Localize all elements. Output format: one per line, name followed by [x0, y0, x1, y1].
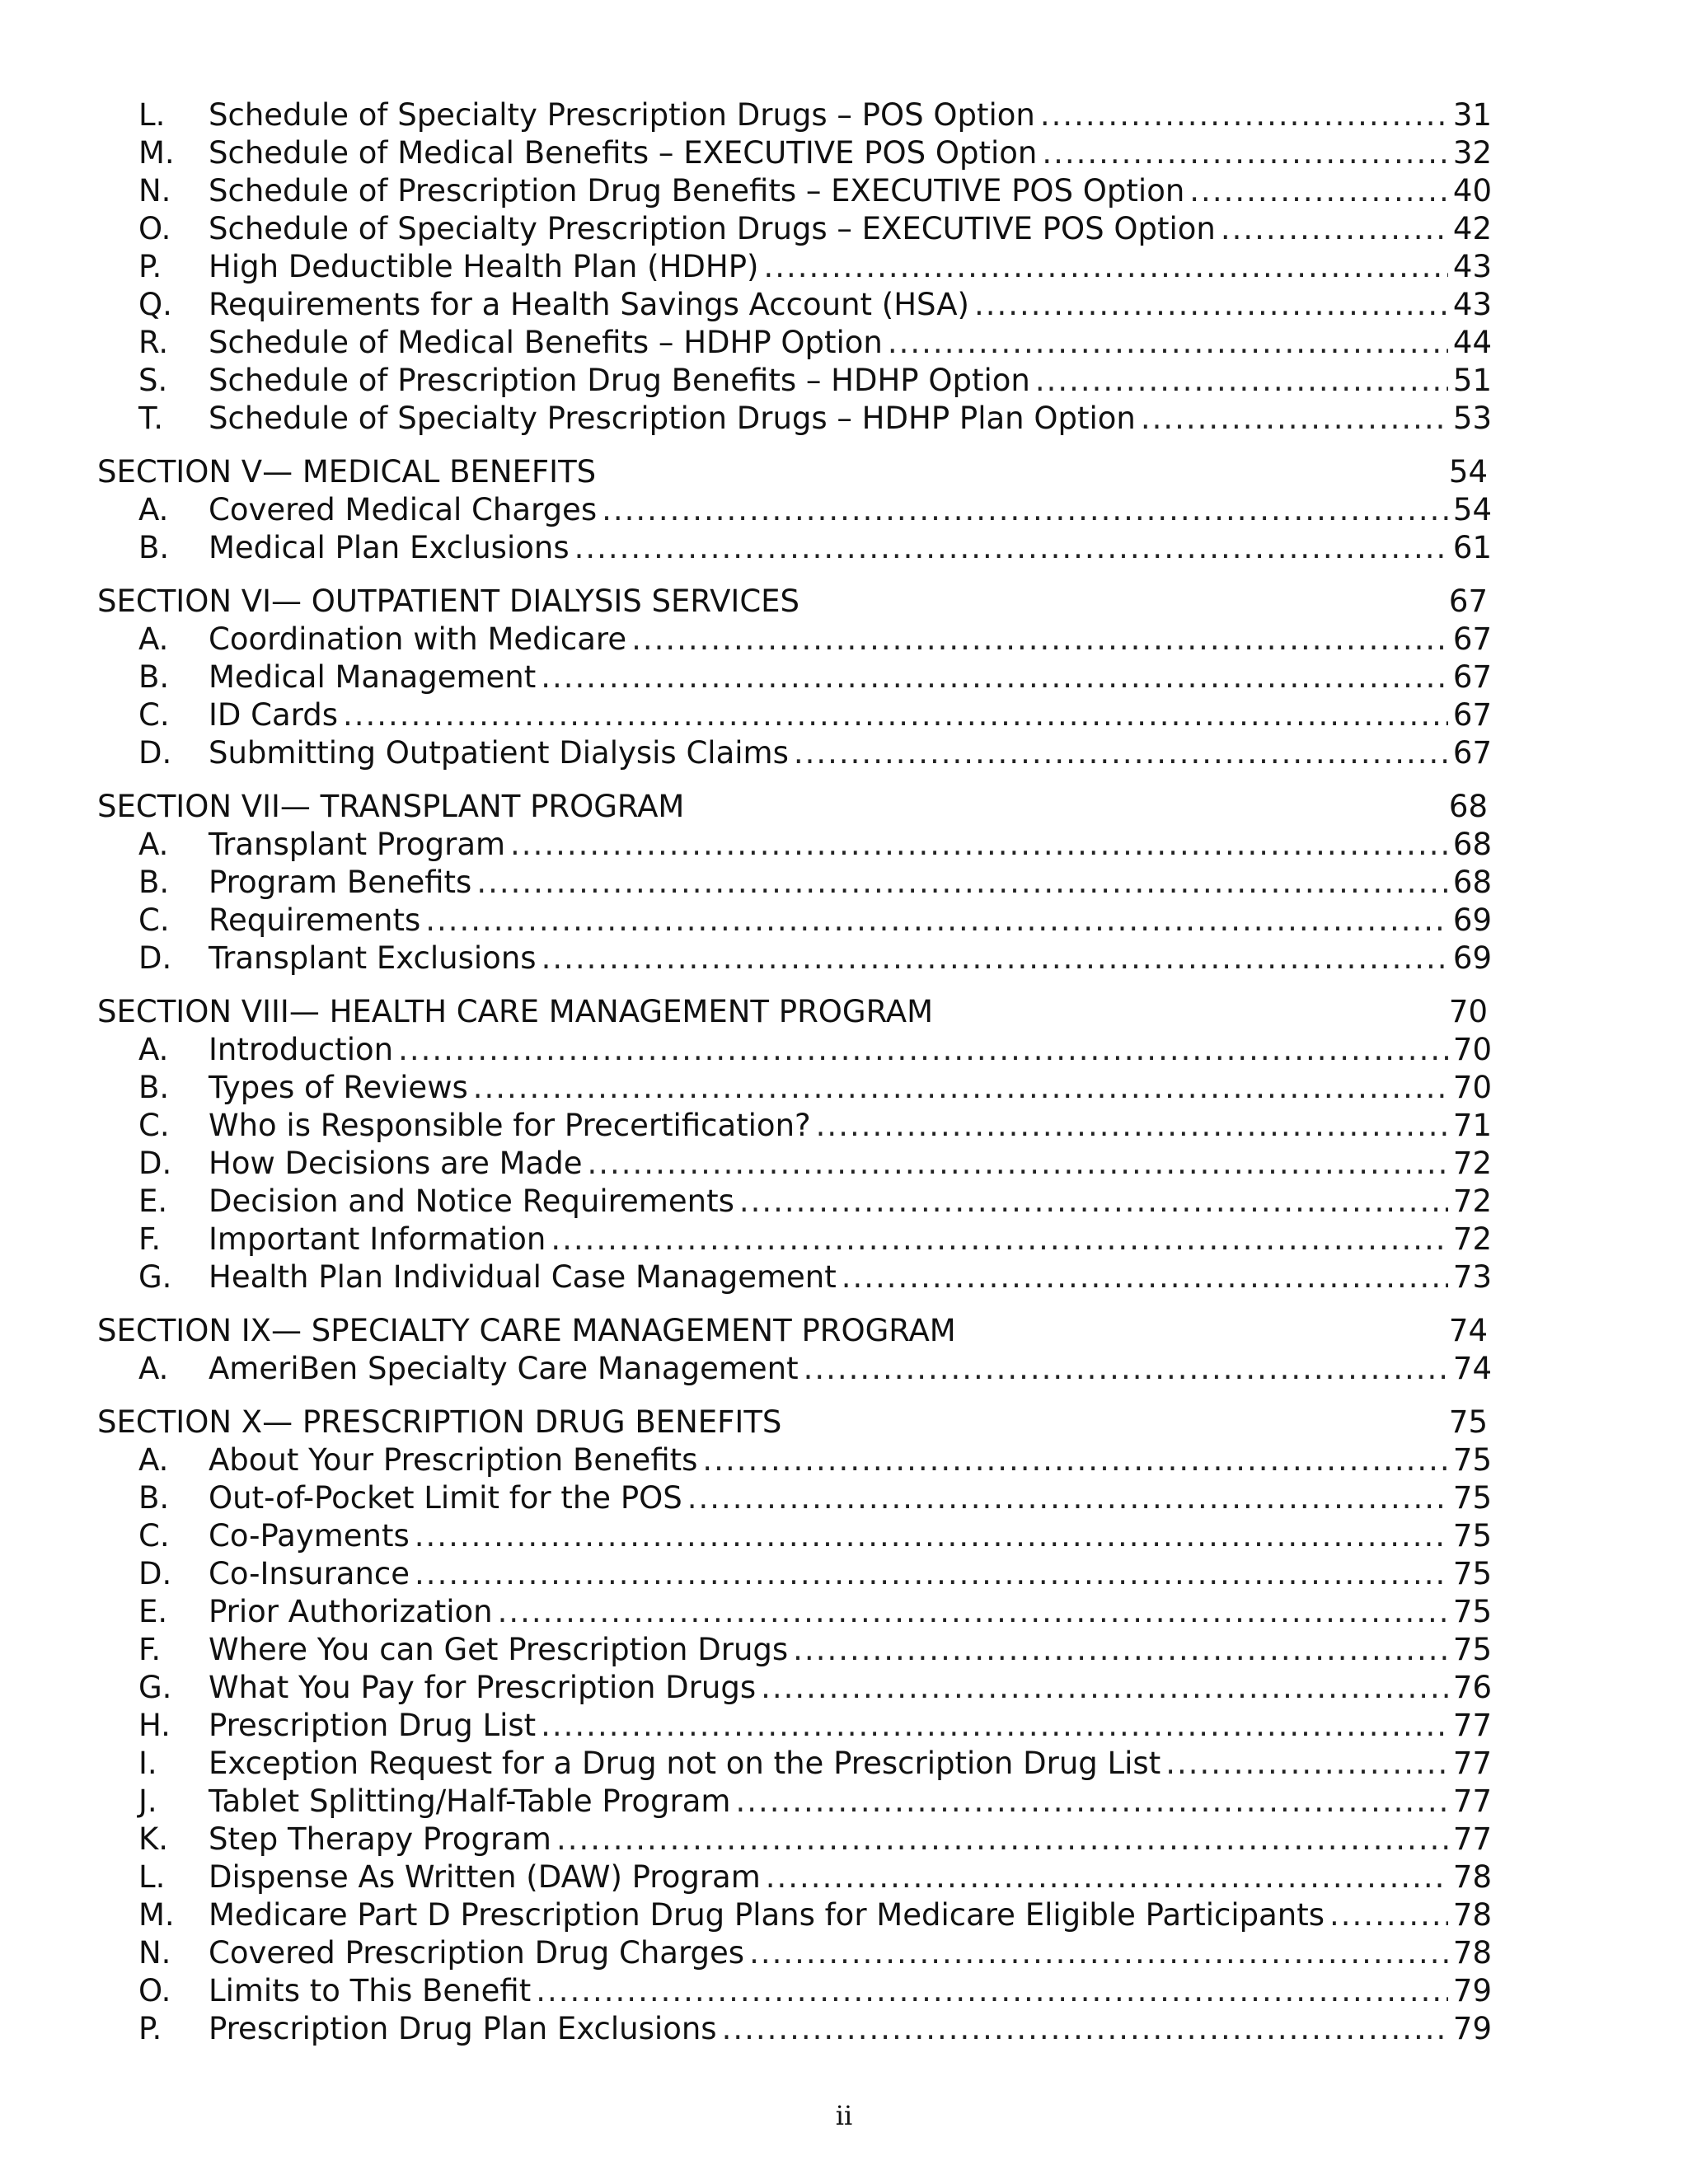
toc-section-page-number: 75	[1448, 1404, 1488, 1440]
toc-entry-letter: E.	[138, 1594, 168, 1629]
dot-leader	[541, 658, 1448, 696]
toc-entry-page-number: 76	[1452, 1670, 1492, 1705]
toc-entry[interactable]	[97, 1669, 1492, 1707]
toc-entry-page-number: 75	[1452, 1632, 1492, 1667]
toc-entry-page-number: 40	[1452, 173, 1492, 209]
toc-entry-title: Where You can Get Prescription Drugs	[209, 1632, 789, 1667]
toc-entry-title: Medical Plan Exclusions	[209, 530, 570, 565]
dot-leader	[804, 1350, 1448, 1388]
toc-entry-page-number: 77	[1452, 1783, 1492, 1819]
toc-entry-page-number: 75	[1452, 1442, 1492, 1478]
toc-entry-letter: D.	[138, 1146, 172, 1181]
toc-entry-letter: E.	[138, 1183, 168, 1219]
toc-entry-page-number: 72	[1452, 1183, 1492, 1219]
dot-leader	[749, 1934, 1448, 1972]
toc-entry-letter: B.	[138, 865, 170, 900]
toc-entry-title: Covered Medical Charges	[209, 492, 598, 527]
toc-entry-title: How Decisions are Made	[209, 1146, 583, 1181]
toc-entry-page-number: 77	[1452, 1708, 1492, 1743]
toc-entry-letter: C.	[138, 697, 170, 733]
toc-entry-letter: Q.	[138, 287, 172, 322]
toc-entry-page-number: 67	[1452, 659, 1492, 695]
toc-entry-page-number: 75	[1452, 1556, 1492, 1591]
toc-entry[interactable]	[97, 2010, 1492, 2048]
toc-entry-title: Program Benefits	[209, 865, 472, 900]
toc-entry-letter: D.	[138, 735, 172, 771]
toc-entry-letter: G.	[138, 1259, 172, 1295]
toc-entry-title: Schedule of Specialty Prescription Drugs – EXECUTIVE POS Option	[209, 211, 1216, 246]
toc-entry-letter: A.	[138, 1032, 169, 1067]
toc-entry-title: Introduction	[209, 1032, 394, 1067]
dot-leader	[888, 324, 1448, 362]
toc-section-title: SECTION IX— SPECIALTY CARE MANAGEMENT PROGRAM	[97, 1313, 956, 1348]
toc-entry-page-number: 68	[1452, 865, 1492, 900]
toc-entry-page-number: 61	[1452, 530, 1492, 565]
toc-section-heading[interactable]	[97, 993, 1492, 1031]
toc-entry-letter: N.	[138, 1935, 171, 1971]
toc-entry[interactable]	[97, 1783, 1492, 1821]
toc-entry[interactable]	[97, 1479, 1492, 1517]
toc-entry[interactable]	[97, 621, 1492, 658]
toc-entry-title: Exception Request for a Drug not on the Prescription Drug List	[209, 1746, 1161, 1781]
toc-entry[interactable]	[97, 940, 1492, 977]
toc-entry-page-number: 77	[1452, 1746, 1492, 1781]
toc-entry[interactable]	[97, 1069, 1492, 1107]
toc-entry[interactable]	[97, 529, 1492, 567]
toc-entry[interactable]	[97, 96, 1492, 134]
dot-leader	[542, 940, 1448, 977]
toc-entry-page-number: 53	[1452, 401, 1492, 436]
toc-entry[interactable]	[97, 1107, 1492, 1145]
toc-entry-page-number: 32	[1452, 135, 1492, 171]
toc-entry-page-number: 67	[1452, 735, 1492, 771]
dot-leader	[1189, 172, 1448, 210]
dot-leader	[687, 1479, 1448, 1517]
toc-entry-letter: C.	[138, 902, 170, 938]
toc-entry[interactable]	[97, 210, 1492, 248]
toc-entry-title: Schedule of Prescription Drug Benefits – EXECUTIVE POS Option	[209, 173, 1185, 209]
toc-entry[interactable]	[97, 172, 1492, 210]
toc-entry-page-number: 78	[1452, 1859, 1492, 1895]
toc-section-heading[interactable]	[97, 788, 1492, 826]
toc-entry-page-number: 43	[1452, 249, 1492, 284]
toc-entry-page-number: 77	[1452, 1821, 1492, 1857]
dot-leader	[536, 1972, 1448, 2010]
toc-entry-page-number: 70	[1452, 1070, 1492, 1105]
toc-entry-page-number: 75	[1452, 1480, 1492, 1516]
toc-entry-letter: T.	[138, 401, 163, 436]
toc-entry[interactable]	[97, 1593, 1492, 1631]
toc-entry[interactable]	[97, 1555, 1492, 1593]
dot-leader	[842, 1258, 1448, 1296]
toc-entry[interactable]	[97, 491, 1492, 529]
dot-leader	[793, 1631, 1448, 1669]
dot-leader	[510, 826, 1448, 864]
toc-entry[interactable]	[97, 864, 1492, 902]
toc-entry-title: High Deductible Health Plan (HDHP)	[209, 249, 759, 284]
toc-entry-title: Requirements for a Health Savings Account (HSA)	[209, 287, 969, 322]
toc-section-heading[interactable]	[97, 1312, 1492, 1350]
toc-entry-page-number: 75	[1452, 1518, 1492, 1554]
dot-leader	[1329, 1896, 1448, 1934]
toc-entry-title: Medical Management	[209, 659, 537, 695]
toc-entry-title: Schedule of Medical Benefits – HDHP Option	[209, 325, 883, 360]
dot-leader	[602, 491, 1448, 529]
dot-leader	[425, 902, 1448, 940]
dot-leader	[974, 286, 1448, 324]
toc-section-title: SECTION V— MEDICAL BENEFITS	[97, 454, 597, 490]
dot-leader	[1035, 362, 1448, 400]
toc-entry-page-number: 31	[1452, 97, 1492, 133]
toc-entry[interactable]	[97, 826, 1492, 864]
toc-entry-page-number: 70	[1452, 1032, 1492, 1067]
toc-entry-letter: D.	[138, 940, 172, 976]
toc-entry-title: Prescription Drug Plan Exclusions	[209, 2011, 717, 2046]
toc-entry-title: Schedule of Medical Benefits – EXECUTIVE POS Option	[209, 135, 1038, 171]
toc-entry-page-number: 73	[1452, 1259, 1492, 1295]
toc-entry-title: Requirements	[209, 902, 421, 938]
toc-entry-title: Transplant Program	[209, 827, 506, 862]
toc-entry-letter: P.	[138, 249, 162, 284]
toc-entry-letter: G.	[138, 1670, 172, 1705]
dot-leader	[1141, 400, 1448, 438]
toc-entry[interactable]	[97, 658, 1492, 696]
dot-leader	[702, 1441, 1447, 1479]
toc-entry-page-number: 78	[1452, 1897, 1492, 1933]
toc-entry[interactable]	[97, 1707, 1492, 1745]
dot-leader	[476, 864, 1448, 902]
toc-entry-title: Transplant Exclusions	[209, 940, 537, 976]
toc-entry-page-number: 72	[1452, 1221, 1492, 1257]
toc-entry-letter: B.	[138, 530, 170, 565]
dot-leader	[343, 696, 1448, 734]
toc-entry-letter: A.	[138, 1442, 169, 1478]
toc-entry-page-number: 67	[1452, 621, 1492, 657]
toc-entry[interactable]	[97, 1631, 1492, 1669]
toc-entry[interactable]	[97, 1350, 1492, 1388]
toc-entry-letter: D.	[138, 1556, 172, 1591]
toc-entry-letter: K.	[138, 1821, 169, 1857]
toc-entry-letter: A.	[138, 827, 169, 862]
toc-section-page-number: 68	[1448, 789, 1488, 824]
toc-section-page-number: 67	[1448, 583, 1488, 619]
dot-leader	[735, 1783, 1447, 1821]
toc-entry-title: Co-Payments	[209, 1518, 410, 1554]
toc-entry-title: What You Pay for Prescription Drugs	[209, 1670, 757, 1705]
toc-entry-letter: C.	[138, 1518, 170, 1554]
toc-entry-letter: M.	[138, 135, 175, 171]
toc-entry-page-number: 68	[1452, 827, 1492, 862]
dot-leader	[794, 734, 1448, 772]
toc-entry-page-number: 69	[1452, 940, 1492, 976]
toc-entry[interactable]	[97, 362, 1492, 400]
toc-entry-page-number: 54	[1452, 492, 1492, 527]
toc-section-heading[interactable]	[97, 583, 1492, 621]
toc-entry-letter: I.	[138, 1746, 157, 1781]
toc-entry[interactable]	[97, 286, 1492, 324]
toc-entry-title: Out-of-Pocket Limit for the POS	[209, 1480, 682, 1516]
toc-entry[interactable]	[97, 1441, 1492, 1479]
toc-entry-title: Prescription Drug List	[209, 1708, 537, 1743]
toc-entry-title: Important Information	[209, 1221, 546, 1257]
toc-entry-page-number: 69	[1452, 902, 1492, 938]
dot-leader	[739, 1183, 1448, 1221]
toc-entry[interactable]	[97, 324, 1492, 362]
dot-leader	[816, 1107, 1448, 1145]
toc-entry-title: Prior Authorization	[209, 1594, 493, 1629]
toc-section-page-number: 70	[1448, 994, 1488, 1029]
dot-leader	[766, 1858, 1448, 1896]
toc-entry[interactable]	[97, 248, 1492, 286]
toc-entry-page-number: 79	[1452, 1973, 1492, 2008]
toc-entry-letter: F.	[138, 1632, 162, 1667]
toc-entry-page-number: 43	[1452, 287, 1492, 322]
toc-entry[interactable]	[97, 134, 1492, 172]
dot-leader	[415, 1555, 1448, 1593]
toc-entry-letter: N.	[138, 173, 171, 209]
page-number: ii	[835, 2100, 853, 2131]
toc-entry-letter: F.	[138, 1221, 162, 1257]
toc-entry-page-number: 67	[1452, 697, 1492, 733]
toc-entry-title: Coordination with Medicare	[209, 621, 627, 657]
dot-leader	[722, 2010, 1448, 2048]
toc-entry[interactable]	[97, 1972, 1492, 2010]
toc-entry[interactable]	[97, 1183, 1492, 1221]
toc-entry-title: Schedule of Specialty Prescription Drugs – HDHP Plan Option	[209, 401, 1136, 436]
toc-entry-letter: L.	[138, 97, 166, 133]
toc-entry-page-number: 79	[1452, 2011, 1492, 2046]
toc-entry[interactable]	[97, 400, 1492, 438]
toc-entry-title: Dispense As Written (DAW) Program	[209, 1859, 761, 1895]
dot-leader	[398, 1031, 1448, 1069]
dot-leader	[498, 1593, 1448, 1631]
toc-entry-page-number: 78	[1452, 1935, 1492, 1971]
table-of-contents	[97, 96, 1492, 2048]
toc-entry-title: Schedule of Prescription Drug Benefits – HDHP Option	[209, 363, 1030, 398]
toc-entry-title: Step Therapy Program	[209, 1821, 551, 1857]
toc-entry-title: Co-Insurance	[209, 1556, 410, 1591]
toc-entry-letter: J.	[138, 1783, 157, 1819]
dot-leader	[761, 1669, 1448, 1707]
toc-section-heading[interactable]	[97, 453, 1492, 491]
dot-leader	[588, 1145, 1448, 1183]
toc-entry-page-number: 74	[1452, 1351, 1492, 1386]
toc-entry-letter: S.	[138, 363, 168, 398]
toc-entry-letter: L.	[138, 1859, 166, 1895]
toc-entry[interactable]	[97, 696, 1492, 734]
dot-leader	[763, 248, 1447, 286]
toc-section-page-number: 74	[1448, 1313, 1488, 1348]
toc-entry-letter: O.	[138, 211, 171, 246]
toc-entry-letter: B.	[138, 1480, 170, 1516]
toc-entry[interactable]	[97, 1145, 1492, 1183]
toc-entry-title: Decision and Notice Requirements	[209, 1183, 734, 1219]
toc-entry-title: About Your Prescription Benefits	[209, 1442, 698, 1478]
dot-leader	[631, 621, 1448, 658]
toc-entry-page-number: 72	[1452, 1146, 1492, 1181]
toc-entry-letter: P.	[138, 2011, 162, 2046]
dot-leader	[551, 1221, 1448, 1258]
toc-entry-letter: R.	[138, 325, 169, 360]
toc-section-heading[interactable]	[97, 1404, 1492, 1441]
toc-entry[interactable]	[97, 1258, 1492, 1296]
toc-entry-page-number: 71	[1452, 1108, 1492, 1143]
toc-section-title: SECTION VIII— HEALTH CARE MANAGEMENT PROGRAM	[97, 994, 934, 1029]
dot-leader	[415, 1517, 1448, 1555]
toc-entry[interactable]	[97, 902, 1492, 940]
toc-entry-letter: B.	[138, 1070, 170, 1105]
toc-entry-letter: H.	[138, 1708, 171, 1743]
toc-entry[interactable]	[97, 1745, 1492, 1783]
toc-entry[interactable]	[97, 1896, 1492, 1934]
toc-entry-page-number: 75	[1452, 1594, 1492, 1629]
toc-entry[interactable]	[97, 1821, 1492, 1858]
toc-entry[interactable]	[97, 1221, 1492, 1258]
dot-leader	[541, 1707, 1448, 1745]
toc-entry-letter: C.	[138, 1108, 170, 1143]
toc-entry[interactable]	[97, 1934, 1492, 1972]
dot-leader	[556, 1821, 1448, 1858]
toc-entry-letter: A.	[138, 621, 169, 657]
toc-entry-title: Health Plan Individual Case Management	[209, 1259, 837, 1295]
toc-entry-letter: O.	[138, 1973, 171, 2008]
toc-entry-title: Schedule of Specialty Prescription Drugs – POS Option	[209, 97, 1035, 133]
toc-entry-title: Who is Responsible for Precertification?	[209, 1108, 811, 1143]
toc-section-page-number: 54	[1448, 454, 1488, 490]
toc-entry-page-number: 42	[1452, 211, 1492, 246]
toc-entry[interactable]	[97, 1858, 1492, 1896]
toc-section-title: SECTION X— PRESCRIPTION DRUG BENEFITS	[97, 1404, 782, 1440]
toc-entry[interactable]	[97, 1517, 1492, 1555]
toc-entry[interactable]	[97, 1031, 1492, 1069]
toc-entry-title: Medicare Part D Prescription Drug Plans for Medicare Eligible Participants	[209, 1897, 1325, 1933]
dot-leader	[574, 529, 1448, 567]
toc-section-title: SECTION VI— OUTPATIENT DIALYSIS SERVICES	[97, 583, 800, 619]
toc-entry-page-number: 51	[1452, 363, 1492, 398]
toc-entry-title: Types of Reviews	[209, 1070, 468, 1105]
toc-entry[interactable]	[97, 734, 1492, 772]
toc-entry-letter: M.	[138, 1897, 175, 1933]
dot-leader	[1042, 134, 1448, 172]
toc-entry-title: Submitting Outpatient Dialysis Claims	[209, 735, 789, 771]
toc-entry-page-number: 44	[1452, 325, 1492, 360]
dot-leader	[473, 1069, 1448, 1107]
toc-entry-title: Covered Prescription Drug Charges	[209, 1935, 745, 1971]
toc-entry-title: Tablet Splitting/Half-Table Program	[209, 1783, 731, 1819]
toc-entry-letter: A.	[138, 492, 169, 527]
toc-section-title: SECTION VII— TRANSPLANT PROGRAM	[97, 789, 685, 824]
dot-leader	[1165, 1745, 1448, 1783]
toc-entry-letter: A.	[138, 1351, 169, 1386]
toc-entry-title: AmeriBen Specialty Care Management	[209, 1351, 799, 1386]
toc-entry-title: ID Cards	[209, 697, 338, 733]
dot-leader	[1221, 210, 1448, 248]
toc-entry-title: Limits to This Benefit	[209, 1973, 532, 2008]
toc-entry-letter: B.	[138, 659, 170, 695]
dot-leader	[1040, 96, 1448, 134]
